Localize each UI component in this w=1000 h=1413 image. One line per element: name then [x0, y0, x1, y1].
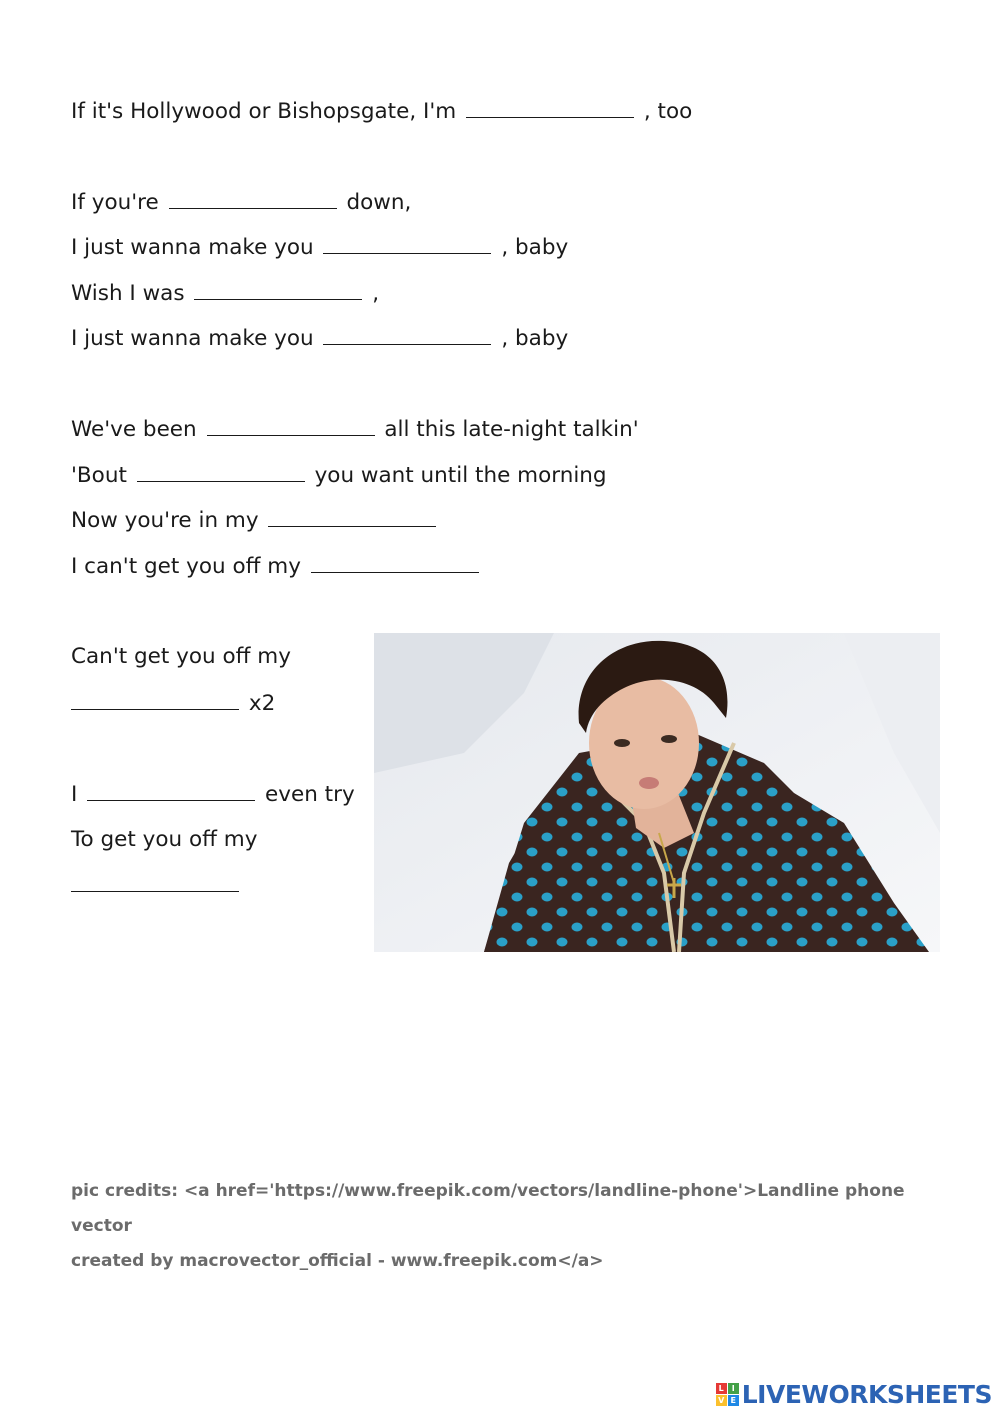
lyric-text: even try	[265, 782, 355, 807]
logo-tile: L	[716, 1383, 727, 1394]
lyric-text: 'Bout	[71, 463, 127, 488]
lyric-text: Can't get you off my	[71, 644, 291, 669]
credits-line-2: created by macrovector_official - www.freepik.com</a>	[71, 1251, 604, 1271]
lyric-text: We've been	[71, 417, 197, 442]
lyric-text: ,	[372, 281, 380, 306]
lyric-text: all this late-night talkin'	[384, 417, 639, 442]
lyric-line-3	[71, 232, 568, 263]
logo-grid-icon	[716, 1383, 739, 1406]
lyric-line-7	[71, 460, 607, 491]
lyric-text: If it's Hollywood or Bishopsgate, I'm	[71, 99, 457, 124]
lyric-line-8	[71, 505, 439, 536]
lyric-line-9	[71, 551, 482, 582]
credits-line-1: pic credits: <a href='https://www.freepik.com/vectors/landline-phone'>Landline phone vector	[71, 1181, 905, 1236]
lyric-text: Wish I was	[71, 281, 185, 306]
lyric-text: x2	[248, 691, 276, 716]
lyric-text: I can't get you off my	[71, 554, 301, 579]
answer-blank[interactable]	[194, 278, 362, 300]
lyric-text: I	[71, 782, 78, 807]
answer-blank[interactable]	[71, 688, 239, 710]
lyric-line-6	[71, 414, 639, 445]
lyric-text: down,	[346, 190, 412, 215]
lyric-line-2	[71, 187, 411, 218]
lyric-line-12	[71, 779, 355, 810]
singer-photo-illustration	[374, 633, 940, 952]
answer-blank[interactable]	[311, 551, 479, 573]
liveworksheets-logo	[716, 1376, 992, 1412]
lyric-line-5	[71, 323, 568, 354]
logo-wordmark: LIVEWORKSHEETS	[741, 1379, 992, 1409]
answer-blank[interactable]	[268, 505, 436, 527]
answer-blank[interactable]	[71, 870, 239, 892]
logo-tile: E	[728, 1395, 739, 1406]
answer-blank[interactable]	[323, 232, 491, 254]
lyric-text: , baby	[501, 235, 569, 260]
lyric-text: Now you're in my	[71, 508, 259, 533]
lyric-text: you want until the morning	[314, 463, 607, 488]
lyric-text: I just wanna make you	[71, 326, 314, 351]
answer-blank[interactable]	[137, 460, 305, 482]
singer-photo	[374, 633, 940, 952]
lyric-line-4	[71, 278, 379, 309]
logo-tile: V	[716, 1395, 727, 1406]
answer-blank[interactable]	[87, 779, 255, 801]
lyric-text: To get you off my	[71, 827, 258, 852]
answer-blank[interactable]	[323, 323, 491, 345]
answer-blank[interactable]	[169, 187, 337, 209]
logo-tile: I	[728, 1383, 739, 1394]
picture-credits	[71, 1174, 951, 1279]
lyric-line-1	[71, 96, 692, 127]
answer-blank[interactable]	[207, 414, 375, 436]
lyric-text: I just wanna make you	[71, 235, 314, 260]
lyric-text: , too	[643, 99, 693, 124]
lyric-text: If you're	[71, 190, 159, 215]
lyric-line-13	[71, 825, 257, 855]
answer-blank[interactable]	[466, 96, 634, 118]
lyric-text: , baby	[501, 326, 569, 351]
lyric-line-14	[71, 870, 242, 901]
lyric-line-11	[71, 688, 275, 719]
lyric-line-10	[71, 642, 291, 672]
